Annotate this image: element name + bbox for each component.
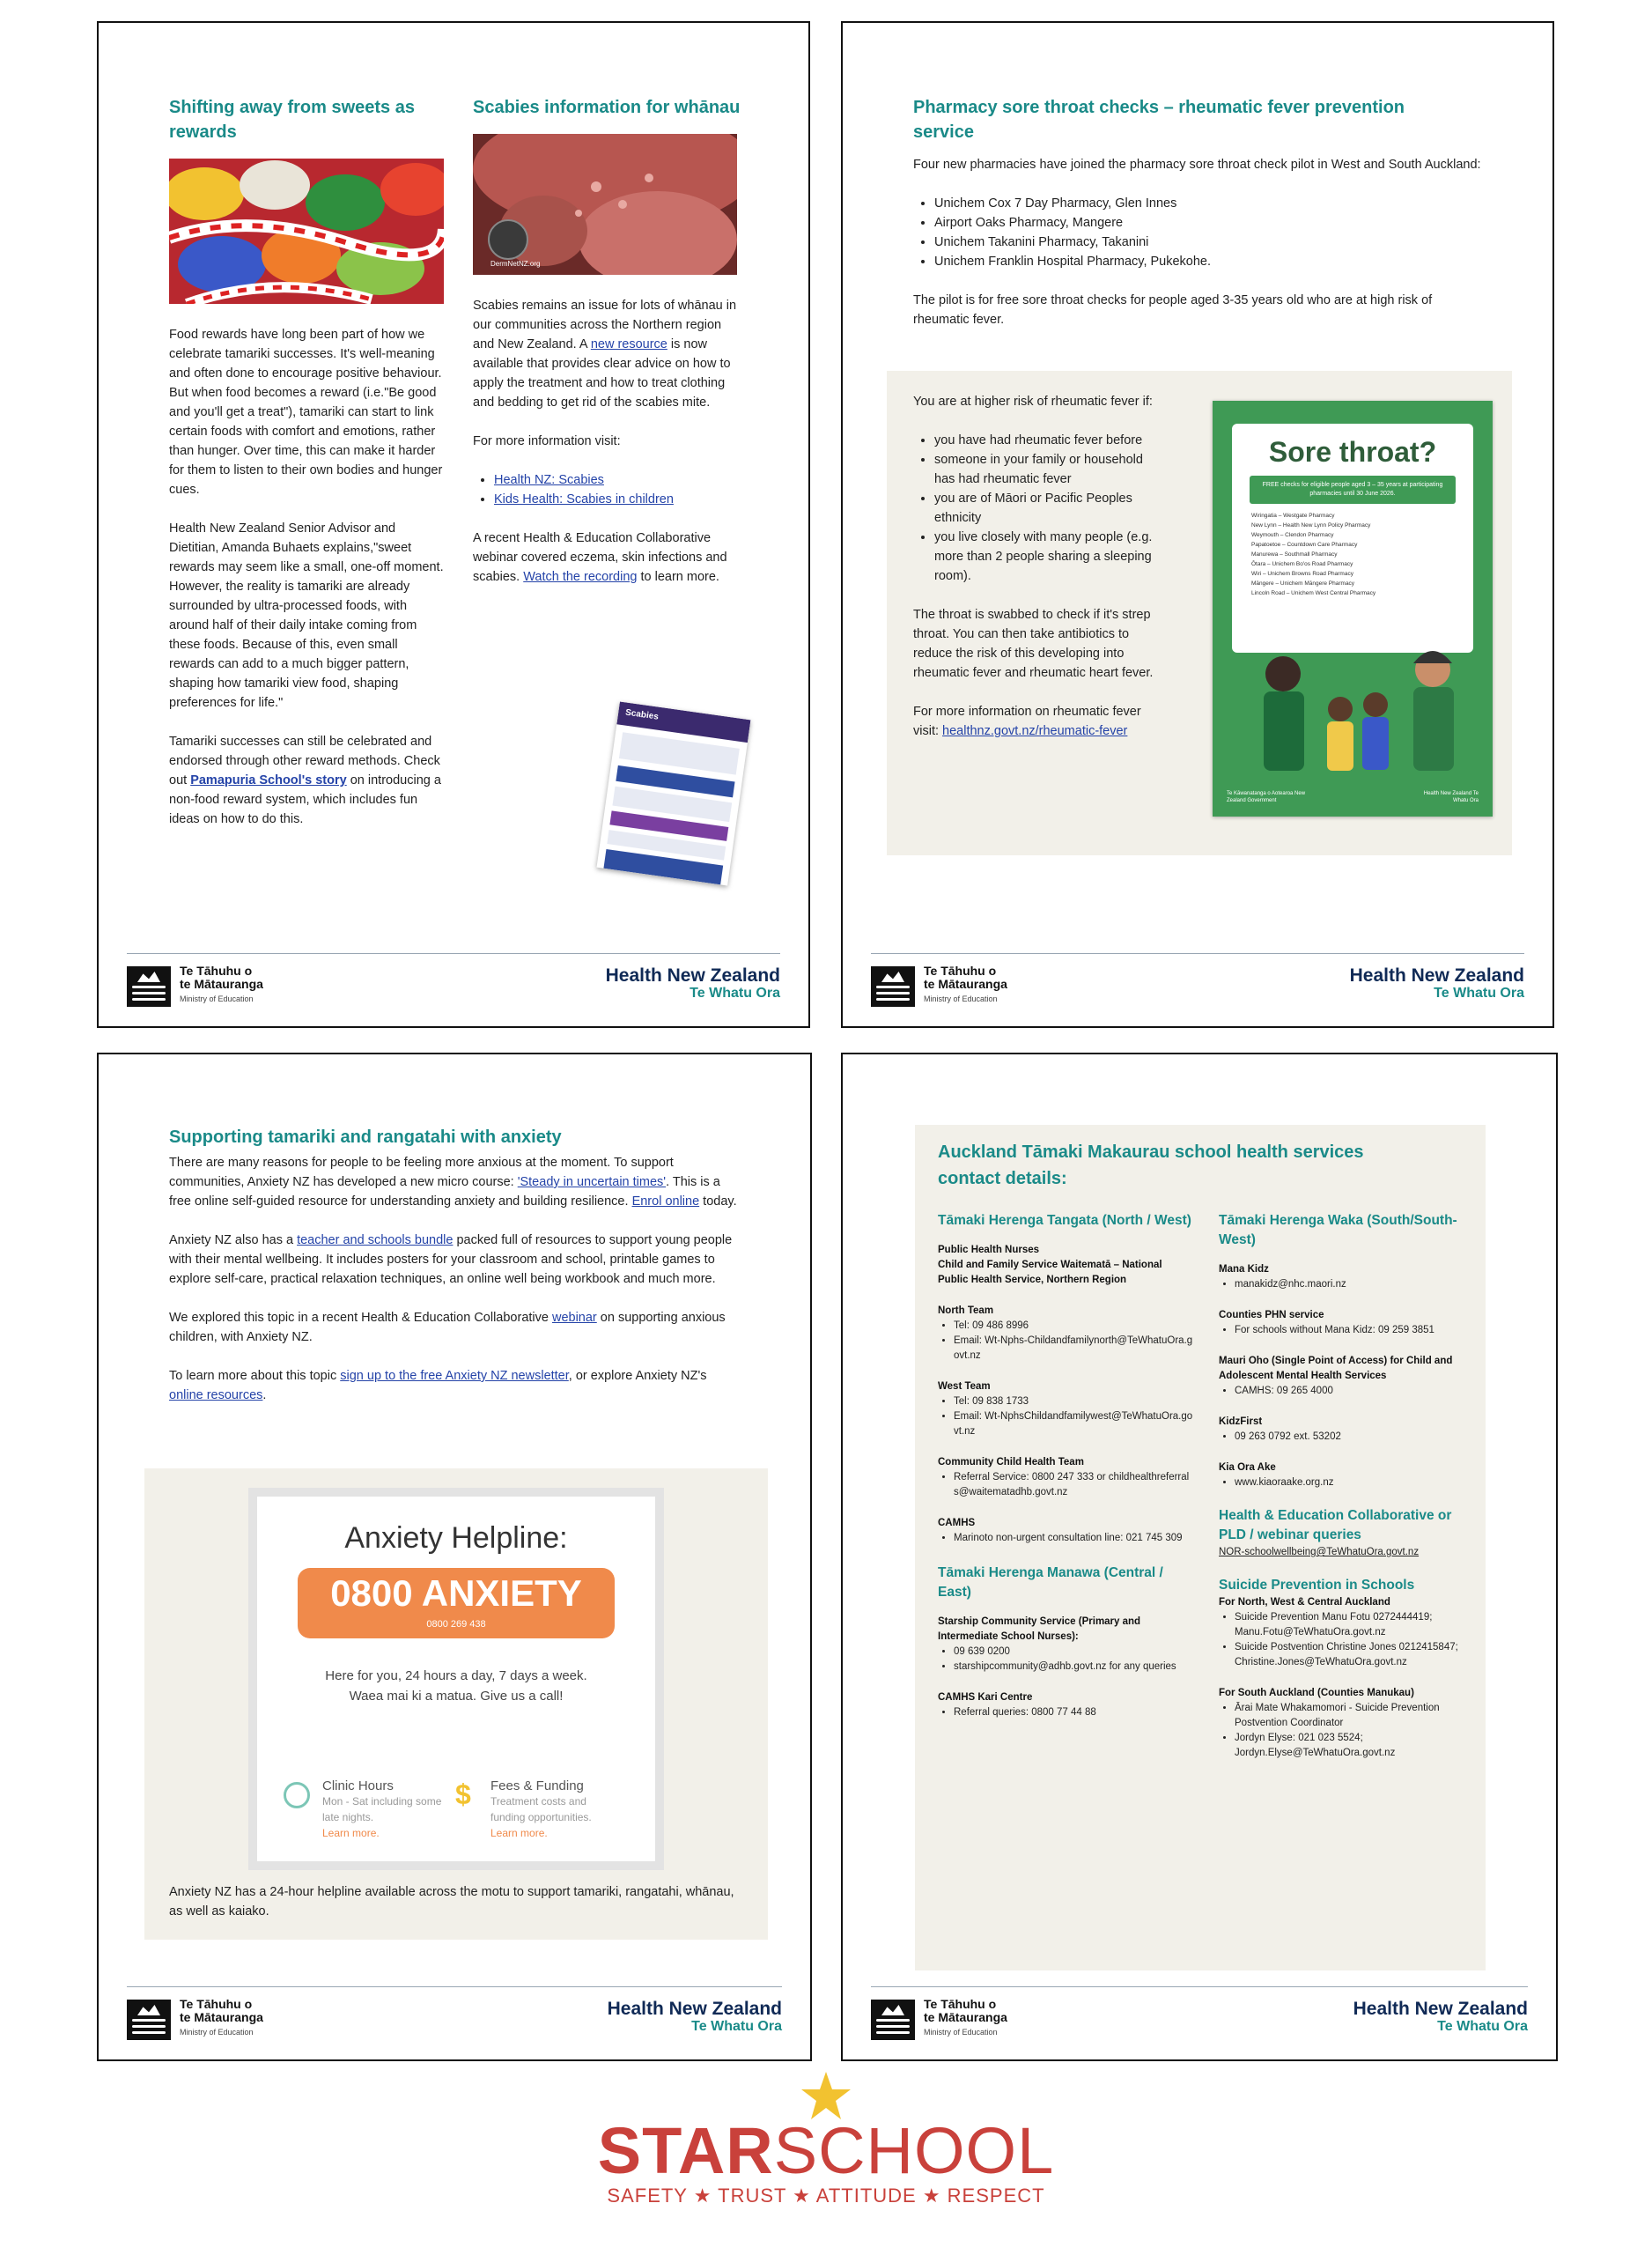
scabies-article — [473, 95, 741, 606]
kids-health-scabies-link[interactable]: Kids Health: Scabies in children — [494, 492, 674, 506]
hec-email[interactable]: NOR-schoolwellbeing@TeWhatuOra.govt.nz — [1219, 1547, 1420, 1557]
family-illustration — [1213, 401, 1493, 817]
list-item — [494, 490, 741, 509]
rheumatic-fever-link[interactable]: healthnz.govt.nz/rheumatic-fever — [942, 724, 1128, 738]
ministry-of-education-logo-icon — [127, 966, 171, 1007]
hnz-maori-name: Te Whatu Ora — [691, 2019, 782, 2034]
phn-subtitle: Child and Family Service Waitematā – National Public Health Service, Northern Region — [938, 1260, 1162, 1285]
list-item: • Tel: 09 486 8996 — [954, 1319, 1193, 1334]
scabies-p1-text-a: Scabies remains an issue for lots of whānau in our communities across the Northern region and New Zealand. A — [473, 299, 737, 351]
list-item: Wiringatia – Westgate Pharmacy — [1251, 513, 1335, 519]
mauri-oho-list — [1219, 1384, 1474, 1399]
hec-heading: Health & Education Collaborative or PLD / webinar queries — [1219, 1508, 1452, 1542]
list-item: • you have had rheumatic fever before — [934, 431, 1164, 450]
scabies-links-list — [473, 470, 741, 509]
star-school-logo — [0, 2070, 1652, 2246]
moe-line-1: Te Tāhuhu o — [180, 1997, 253, 2011]
list-item: • Marinoto non-urgent consultation line: 021 745 309 — [954, 1531, 1193, 1546]
scabies-title: Scabies information for whānau — [473, 98, 741, 117]
moe-line-3: Ministry of Education — [180, 994, 254, 1003]
list-item: Weymouth – Clendon Pharmacy — [1251, 532, 1334, 538]
mana-kidz-label: Mana Kidz — [1219, 1264, 1269, 1275]
pharmacy-title: Pharmacy sore throat checks – rheumatic fever prevention service — [913, 98, 1405, 142]
watch-recording-link[interactable]: Watch the recording — [523, 570, 638, 584]
page-footer — [127, 1986, 782, 2044]
scabies-image — [473, 134, 737, 275]
moe-line-3: Ministry of Education — [924, 2028, 998, 2037]
anxiety-paragraph-1 — [169, 1153, 741, 1211]
poster-footer-right: Health New Zealand Te Whatu Ora — [1423, 791, 1479, 803]
north-west-heading: Tāmaki Herenga Tangata (North / West) — [938, 1213, 1191, 1228]
page-footer — [871, 1986, 1528, 2044]
skin-photo — [473, 134, 737, 275]
moe-line-1: Te Tāhuhu o — [924, 1997, 997, 2011]
list-item[interactable]: • Email: Wt-Nphs-Childandfamilynorth@TeWhatuOra.govt.nz — [954, 1334, 1193, 1364]
more-info-label: For more information on rheumatic fever visit: — [913, 705, 1141, 738]
central-east-heading: Tāmaki Herenga Manawa (Central / East) — [938, 1565, 1163, 1600]
clinic-learn-more-link[interactable]: Learn more. — [322, 1827, 380, 1839]
suicide-nw-list — [1219, 1610, 1474, 1670]
online-resources-link[interactable]: online resources — [169, 1388, 263, 1402]
list-item: • Ārai Mate Whakamomori - Suicide Prevention Postvention Coordinator — [1235, 1701, 1474, 1731]
list-item: Māngere – Unichem Māngere Pharmacy — [1251, 580, 1355, 587]
moe-line-3: Ministry of Education — [924, 994, 998, 1003]
list-item: • Airport Oaks Pharmacy, Mangere — [934, 213, 1486, 233]
north-west-column — [938, 1211, 1193, 1736]
suicide-nw-label: For North, West & Central Auckland — [1219, 1597, 1390, 1608]
poster-banner: FREE checks for eligible people aged 3 – 35 years at participating pharmacies until 30 June 2026. — [1250, 476, 1456, 504]
anxiety-title: Supporting tamariki and rangatahi with anxiety — [169, 1128, 562, 1147]
list-item: • Tel: 09 838 1733 — [954, 1394, 1193, 1409]
sweets-image — [169, 159, 444, 304]
clock-icon — [284, 1782, 310, 1808]
more-info-text — [913, 702, 1164, 741]
kari-centre-list — [938, 1705, 1193, 1720]
list-item[interactable]: • Referral Service: 0800 247 333 or childhealthreferrals@waitematadhb.govt.nz — [954, 1470, 1193, 1500]
moe-line-3: Ministry of Education — [180, 2028, 254, 2037]
sweets-title: Shifting away from sweets as rewards — [169, 98, 415, 142]
pharmacy-intro: Four new pharmacies have joined the pharmacy sore throat check pilot in West and South Auckland: — [913, 158, 1481, 172]
list-item: • Suicide Prevention Manu Fotu 0272444419; Manu.Fotu@TeWhatuOra.govt.nz — [1235, 1610, 1474, 1640]
helpline-card — [248, 1488, 664, 1870]
risk-list — [913, 431, 1164, 586]
kia-ora-ake-list — [1219, 1475, 1474, 1490]
list-item: • CAMHS: 09 265 4000 — [1235, 1384, 1474, 1399]
sweets-article — [169, 95, 446, 848]
south-heading: Tāmaki Herenga Waka (South/South-West) — [1219, 1213, 1457, 1247]
anxiety-paragraph-4 — [169, 1366, 741, 1405]
hnz-name: Health New Zealand — [1349, 965, 1524, 986]
risk-text-column — [913, 392, 1164, 760]
helpline-number-badge[interactable] — [298, 1568, 615, 1638]
list-item: New Lynn – Health New Lynn Policy Pharmacy — [1251, 522, 1371, 529]
scabies-paragraph-1 — [473, 296, 741, 412]
fees-body: Treatment costs and funding opportunities. — [490, 1795, 592, 1823]
list-item[interactable]: • manakidz@nhc.maori.nz — [1235, 1277, 1474, 1292]
ministry-of-education-name — [180, 965, 263, 1006]
suicide-south-list — [1219, 1701, 1474, 1761]
steady-course-link[interactable]: 'Steady in uncertain times' — [517, 1175, 667, 1189]
list-item: • Unichem Cox 7 Day Pharmacy, Glen Innes — [934, 194, 1486, 213]
counties-phn-label: Counties PHN service — [1219, 1310, 1324, 1320]
list-item: • Unichem Franklin Hospital Pharmacy, Pukekohe. — [934, 252, 1486, 271]
list-item: Papatoetoe – Countdown Care Pharmacy — [1251, 542, 1358, 548]
helpline-tagline-2: Waea mai ki a matua. Give us a call! — [349, 1689, 564, 1704]
sweets-paragraph-1: Food rewards have long been part of how we celebrate tamariki successes. It's well-meaning and often done to encourage positive behaviour. But when food becomes a reward (i.e."Be good and you'll get a treat"), tamariki can start to link certain foods with comfort and emotions, rather than hunger. Over time, this can make it harder for them to listen to their own bodies and hunger cues. — [169, 328, 443, 497]
list-item: • Referral queries: 0800 77 44 88 — [954, 1705, 1193, 1720]
helpline-title: Anxiety Helpline: — [344, 1521, 568, 1555]
list-item[interactable]: • www.kiaoraake.org.nz — [1235, 1475, 1474, 1490]
school-word: SCHOOL — [773, 2114, 1055, 2187]
moe-line-1: Te Tāhuhu o — [180, 964, 253, 978]
list-item: • Jordyn Elyse: 021 023 5524; Jordyn.Elyse@TeWhatuOra.govt.nz — [1235, 1731, 1474, 1761]
kidzfirst-list — [1219, 1430, 1474, 1445]
kidzfirst-label: KidzFirst — [1219, 1416, 1263, 1427]
star-tagline: SAFETY ★ TRUST ★ ATTITUDE ★ RESPECT — [607, 2185, 1045, 2207]
pharmacy-article — [913, 95, 1486, 349]
starship-list — [938, 1645, 1193, 1675]
list-item: Lincoln Road – Unichem West Central Pharmacy — [1251, 590, 1376, 596]
north-team-list — [938, 1319, 1193, 1364]
list-item: Ōtara – Unichem Bo'os Road Pharmacy — [1251, 561, 1353, 567]
anxiety-p4-text-b: , or explore Anxiety NZ's — [568, 1369, 707, 1383]
hnz-name: Health New Zealand — [605, 965, 780, 986]
list-item: • someone in your family or household has had rheumatic fever — [934, 450, 1164, 489]
fees-funding — [455, 1778, 623, 1841]
south-column — [1219, 1211, 1474, 1777]
scabies-p1-text-b: is now available that provides clear advice on how to apply the treatment and how to treat clothing and bedding to get rid of the scabies mite. — [473, 337, 731, 410]
ministry-of-education-name — [924, 1998, 1007, 2039]
hnz-maori-name: Te Whatu Ora — [1434, 986, 1524, 1001]
helpline-box — [144, 1468, 768, 1940]
clinic-hours — [284, 1778, 451, 1841]
community-child-health-label: Community Child Health Team — [938, 1457, 1084, 1468]
sweets-p3-text-b: on introducing a non-food reward system, which includes fun ideas on how to do this. — [169, 773, 441, 826]
pilot-text: The pilot is for free sore throat checks for people aged 3-35 years old who are at high risk of rheumatic fever. — [913, 293, 1433, 327]
list-item — [494, 470, 741, 490]
mana-kidz-list — [1219, 1277, 1474, 1292]
community-child-health-list — [938, 1470, 1193, 1500]
moe-line-1: Te Tāhuhu o — [924, 964, 997, 978]
poster-footer-left: Te Kāwanatanga o Aotearoa New Zealand Government — [1227, 791, 1306, 803]
poster-title: Sore throat? — [1268, 436, 1437, 468]
anxiety-article — [169, 1125, 741, 1424]
west-team-label: West Team — [938, 1381, 991, 1392]
sweets-p3-text-a: Tamariki successes can still be celebrated and endorsed through other reward methods. Check out — [169, 735, 440, 787]
moe-line-2: te Mātauranga — [180, 977, 263, 991]
dollar-icon: $ — [455, 1778, 471, 1810]
fees-learn-more-link[interactable]: Learn more. — [490, 1827, 548, 1839]
list-item: Manurewa – Southmall Pharmacy — [1251, 551, 1338, 558]
hnz-name: Health New Zealand — [607, 1999, 782, 2019]
newsletter-page-1 — [97, 21, 810, 1028]
hnz-maori-name: Te Whatu Ora — [690, 986, 780, 1001]
list-item: Wiri – Unichem Browns Road Pharmacy — [1251, 571, 1353, 577]
hnz-name: Health New Zealand — [1353, 1999, 1528, 2019]
ministry-of-education-name — [924, 965, 1007, 1006]
north-team-label: North Team — [938, 1305, 994, 1316]
phn-title: Public Health Nurses — [938, 1245, 1040, 1255]
ministry-of-education-logo-icon — [871, 2000, 915, 2040]
counties-phn-list — [1219, 1323, 1474, 1338]
list-item: • For schools without Mana Kidz: 09 259 3851 — [1235, 1323, 1474, 1338]
newsletter-page-3 — [97, 1053, 812, 2061]
enrol-online-link[interactable]: Enrol online — [631, 1194, 700, 1209]
list-item: • you are of Māori or Pacific Peoples ethnicity — [934, 489, 1164, 528]
suicide-prevention-heading: Suicide Prevention in Schools — [1219, 1578, 1415, 1593]
anxiety-p2-text-b: packed full of resources to support young people with their mental wellbeing. It includes posters for your classroom and school, printable games to explore self-care, practical relaxation techniques, an online well being workbook and much more. — [169, 1233, 733, 1286]
sweets-paragraph-2: Health New Zealand Senior Advisor and Dietitian, Amanda Buhaets explains,"sweet rewards may seem like a small, one-off moment. However, the reality is tamariki are already surrounded by ultra-processed foods, with around half of their daily intake coming from these foods. Because of this, even small rewards can add to a much bigger pattern, shaping how tamariki view food, shaping preferences for life." — [169, 521, 444, 710]
suicide-south-label: For South Auckland (Counties Manukau) — [1219, 1688, 1414, 1698]
anxiety-p4-text-c: . — [262, 1388, 267, 1402]
contacts-title: Auckland Tāmaki Makaurau school health services contact details: — [938, 1142, 1364, 1188]
list-item: • 09 639 0200 — [954, 1645, 1193, 1660]
scabies-paragraph-2: For more information visit: — [473, 434, 621, 448]
scabies-leaflet-thumbnail[interactable] — [597, 701, 751, 885]
page-footer — [871, 953, 1524, 1010]
list-item: • 09 263 0792 ext. 53202 — [1235, 1430, 1474, 1445]
webinar-link[interactable]: webinar — [551, 1311, 597, 1325]
west-team-list — [938, 1394, 1193, 1439]
anxiety-p2-text-a: Anxiety NZ also has a — [169, 1233, 298, 1247]
starship-label: Starship Community Service (Primary and Intermediate School Nurses): — [938, 1616, 1141, 1642]
swab-text: The throat is swabbed to check if it's strep throat. You can then take antibiotics to reduce the risk of this developing into rheumatic fever and rheumatic heart fever. — [913, 608, 1154, 680]
clinic-hours-title: Clinic Hours — [322, 1778, 394, 1793]
anxiety-p1-text-b: . This is a free online self-guided resource for understanding anxiety and building resilience. — [169, 1175, 720, 1209]
mauri-oho-label: Mauri Oho (Single Point of Access) for Child and Adolescent Mental Health Services — [1219, 1356, 1453, 1381]
rheumatic-risk-box — [887, 371, 1512, 855]
ministry-of-education-logo-icon — [871, 966, 915, 1007]
scabies-p3-text-b: to learn more. — [637, 570, 719, 584]
anxiety-p3-text-b: on supporting anxious children, with Anxiety NZ. — [169, 1311, 726, 1344]
hnz-maori-name: Te Whatu Ora — [1437, 2019, 1528, 2034]
newsletter-page-4 — [841, 1053, 1558, 2061]
fees-title: Fees & Funding — [490, 1778, 584, 1793]
scabies-paragraph-3 — [473, 529, 741, 587]
page-footer — [127, 953, 780, 1010]
helpline-digits: 0800 269 438 — [426, 1619, 486, 1630]
health-nz-logo — [608, 2000, 782, 2035]
moe-line-2: te Mātauranga — [924, 2010, 1007, 2024]
health-nz-logo — [1350, 966, 1524, 1002]
anxiety-paragraph-2 — [169, 1231, 741, 1289]
anxiety-p4-text-a: To learn more about this topic — [169, 1369, 341, 1383]
helpline-number: 0800 ANXIETY — [330, 1572, 582, 1614]
anxiety-p1-text-c: today. — [699, 1194, 737, 1209]
anxiety-paragraph-3 — [169, 1308, 741, 1347]
newsletter-signup-link[interactable]: sign up to the free Anxiety NZ newsletter — [340, 1369, 569, 1383]
helpline-bottom-text: Anxiety NZ has a 24-hour helpline available across the motu to support tamariki, rangatahi, whānau, as well as kaiako. — [169, 1885, 734, 1919]
candy-image — [169, 159, 444, 304]
pharmacy-list — [913, 194, 1486, 271]
risk-intro: You are at higher risk of rheumatic fever if: — [913, 395, 1153, 409]
anxiety-p1-text-a: There are many reasons for people to be feeling more anxious at the moment. To support communities, Anxiety NZ has developed a new micro course: — [169, 1156, 674, 1189]
health-nz-scabies-link[interactable]: Health NZ: Scabies — [494, 473, 604, 487]
pamapuria-story-link[interactable]: Pamapuria School's story — [190, 773, 347, 787]
camhs-list — [938, 1531, 1193, 1546]
teacher-bundle-link[interactable]: teacher and schools bundle — [297, 1233, 454, 1247]
scabies-p3-text-a: A recent Health & Education Collaborative webinar covered eczema, skin infections and scabies. — [473, 531, 727, 584]
health-nz-logo — [1353, 2000, 1528, 2035]
helpline-tagline-1: Here for you, 24 hours a day, 7 days a week. — [325, 1668, 587, 1683]
anxiety-p3-text-a: We explored this topic in a recent Health & Education Collaborative — [169, 1311, 552, 1325]
kari-centre-label: CAMHS Kari Centre — [938, 1692, 1033, 1703]
dermnet-caption: DermNetNZ.org — [490, 260, 541, 268]
kia-ora-ake-label: Kia Ora Ake — [1219, 1462, 1276, 1473]
list-item[interactable]: • Email: Wt-NphsChildandfamilywest@TeWhatuOra.govt.nz — [954, 1409, 1193, 1439]
moe-line-2: te Mātauranga — [180, 2010, 263, 2024]
leaflet-title: Scabies — [616, 701, 750, 743]
star-word: STAR — [597, 2114, 774, 2187]
list-item: • Unichem Takanini Pharmacy, Takanini — [934, 233, 1486, 252]
health-nz-logo — [606, 966, 780, 1002]
list-item: • you live closely with many people (e.g. more than 2 people sharing a sleeping room). — [934, 528, 1164, 586]
ministry-of-education-logo-icon — [127, 2000, 171, 2040]
sweets-paragraph-3 — [169, 732, 446, 829]
new-resource-link[interactable]: new resource — [590, 337, 667, 351]
ministry-of-education-name — [180, 1998, 263, 2039]
list-item: • Suicide Postvention Christine Jones 0212415847; Christine.Jones@TeWhatuOra.govt.nz — [1235, 1640, 1474, 1670]
camhs-label: CAMHS — [938, 1518, 976, 1528]
clinic-hours-body: Mon - Sat including some late nights. — [322, 1795, 442, 1823]
list-item[interactable]: • starshipcommunity@adhb.govt.nz for any queries — [954, 1660, 1193, 1675]
newsletter-page-2 — [841, 21, 1554, 1028]
contacts-box — [915, 1125, 1486, 1970]
sore-throat-poster — [1213, 401, 1493, 817]
moe-line-2: te Mātauranga — [924, 977, 1007, 991]
